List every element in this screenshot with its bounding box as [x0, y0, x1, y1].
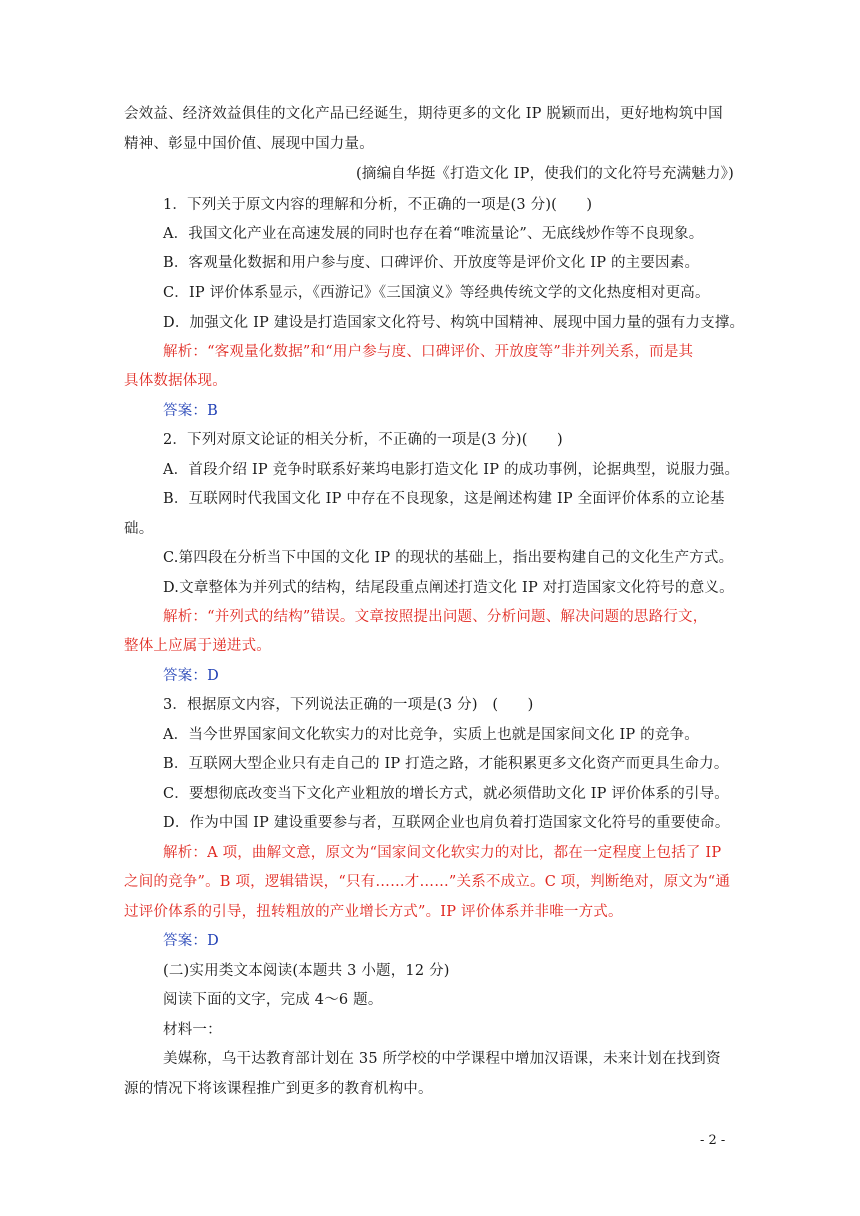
q3-option-a: A．当今世界国家间文化软实力的对比竞争，实质上也就是国家间文化 IP 的竞争。	[163, 727, 699, 743]
q2-option-b-line-2: 础。	[124, 521, 154, 537]
page-number: - 2 -	[700, 1133, 726, 1148]
material-label: 材料一：	[163, 1022, 222, 1038]
section-instruction: 阅读下面的文字，完成 4～6 题。	[163, 992, 383, 1008]
q1-option-d: D．加强文化 IP 建设是打造国家文化符号、构筑中国精神、展现中国力量的强有力支撑。	[163, 315, 745, 331]
q3-analysis-line-3: 过评价体系的引导，扭转粗放的产业增长方式”。IP 评价体系并非唯一方式。	[124, 904, 623, 920]
source-citation: (摘编自华挺《打造文化 IP，使我们的文化符号充满魅力》)	[356, 166, 734, 182]
q2-answer: 答案：D	[163, 668, 219, 684]
q3-analysis-line-1: 解析：A 项，曲解文意，原文为“国家间文化软实力的对比，都在一定程度上包括了 IP	[163, 845, 722, 861]
q1-answer: 答案：B	[163, 403, 218, 419]
q1-analysis-line-1: 解析：“客观量化数据”和“用户参与度、口碑评价、开放度等”非并列关系，而是其	[163, 344, 694, 360]
material-text-line-1: 美媒称，乌干达教育部计划在 35 所学校的中学课程中增加汉语课，未来计划在找到资	[163, 1051, 721, 1067]
intro-line-2: 精神、彰显中国价值、展现中国力量。	[124, 136, 374, 152]
section-title: (二)实用类文本阅读(本题共 3 小题，12 分)	[163, 963, 450, 979]
intro-line-1: 会效益、经济效益俱佳的文化产品已经诞生，期待更多的文化 IP 脱颖而出，更好地构筑中国	[124, 106, 723, 122]
q2-option-c: C.第四段在分析当下中国的文化 IP 的现状的基础上，指出要构建自己的文化生产方式。	[163, 550, 734, 566]
q1-stem: 1．下列关于原文内容的理解和分析，不正确的一项是(3 分)( )	[163, 197, 593, 213]
q2-option-d: D.文章整体为并列式的结构，结尾段重点阐述打造文化 IP 对打造国家文化符号的意义。	[163, 580, 734, 596]
q3-option-d: D．作为中国 IP 建设重要参与者，互联网企业也肩负着打造国家文化符号的重要使命。	[163, 815, 730, 831]
material-text-line-2: 源的情况下将该课程推广到更多的教育机构中。	[124, 1081, 433, 1097]
q3-analysis-line-2: 之间的竞争”。B 项，逻辑错误，“只有……才……”关系不成立。C 项，判断绝对，原文为“通	[124, 874, 731, 890]
q3-stem: 3．根据原文内容，下列说法正确的一项是(3 分) ( )	[163, 697, 534, 713]
q2-stem: 2．下列对原文论证的相关分析，不正确的一项是(3 分)( )	[163, 432, 563, 448]
q1-analysis-line-2: 具体数据体现。	[124, 373, 227, 389]
q2-option-a: A．首段介绍 IP 竞争时联系好莱坞电影打造文化 IP 的成功事例，论据典型，说服力强。	[163, 462, 740, 478]
q2-analysis-line-2: 整体上应属于递进式。	[124, 638, 271, 654]
q1-option-b: B．客观量化数据和用户参与度、口碑评价、开放度等是评价文化 IP 的主要因素。	[163, 255, 700, 271]
q3-answer: 答案：D	[163, 933, 219, 949]
q3-option-b: B．互联网大型企业只有走自己的 IP 打造之路，才能积累更多文化资产而更具生命力。	[163, 756, 729, 772]
q1-option-c: C．IP 评价体系显示，《西游记》《三国演义》等经典传统文学的文化热度相对更高。	[163, 285, 710, 301]
q3-option-c: C．要想彻底改变当下文化产业粗放的增长方式，就必须借助文化 IP 评价体系的引导。	[163, 786, 729, 802]
q2-option-b-line-1: B．互联网时代我国文化 IP 中存在不良现象，这是阐述构建 IP 全面评价体系的立论基	[163, 491, 725, 507]
q1-option-a: A．我国文化产业在高速发展的同时也存在着“唯流量论”、无底线炒作等不良现象。	[163, 226, 704, 242]
q2-analysis-line-1: 解析：“并列式的结构”错误。文章按照提出问题、分析问题、解决问题的思路行文，	[163, 609, 708, 625]
